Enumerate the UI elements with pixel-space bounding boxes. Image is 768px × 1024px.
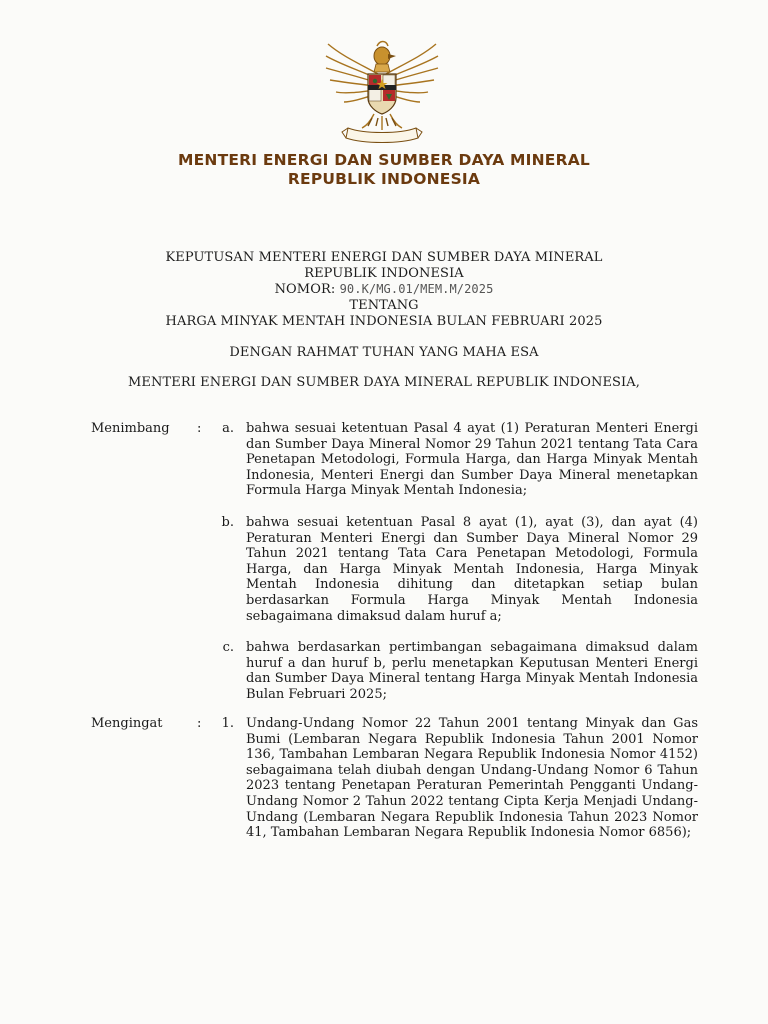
menimbang-item-c: bahwa berdasarkan pertimbangan sebagaimana dimaksud dalam huruf a dan huruf b, perlu menetapkan Keputusan Menteri Energi dan Sumber Daya Mineral tentang Harga Minyak Mentah Indonesia Bulan Februari 2025; — [246, 640, 698, 702]
mengingat-item-1: Undang-Undang Nomor 22 Tahun 2001 tentang Minyak dan Gas Bumi (Lembaran Negara Republik Indonesia Tahun 2001 Nomor 136, Tambahan Lembaran Negara Republik Indonesia Nomor 4152) sebagaimana telah diubah dengan Undang-Undang Nomor 6 Tahun 2023 tentang Penetapan Peraturan Pemerintah Pengganti Undang-Undang Nomor 2 Tahun 2022 tentang Cipta Kerja Menjadi Undang-Undang (Lembaran Negara Republik Indonesia Tahun 2023 Nomor 41, Tambahan Lembaran Negara Republik Indonesia Nomor 6856); — [246, 716, 698, 841]
menimbang-marker-a: a. — [222, 421, 234, 436]
decree-country: REPUBLIK INDONESIA — [304, 266, 464, 281]
menimbang-colon: : — [197, 421, 202, 436]
mengingat-label: Mengingat — [91, 716, 163, 731]
decree-tentang: TENTANG — [349, 298, 419, 313]
menimbang-item-b: bahwa sesuai ketentuan Pasal 8 ayat (1), ayat (3), dan ayat (4) Peraturan Menteri Energi dan Sumber Daya Mineral Nomor 29 Tahun 2021 tentang Tata Cara Penetapan Metodologi, Formula Harga, dan Harga Minyak Mentah Indonesia, Harga Minyak Mentah Indonesia dihitung dan ditetapkan setiap bulan berdasarkan Formula Harga Minyak Mentah Indonesia sebagaimana dimaksud dalam huruf a; — [246, 515, 698, 624]
invocation: DENGAN RAHMAT TUHAN YANG MAHA ESA — [229, 345, 539, 360]
mengingat-marker-1: 1. — [221, 716, 234, 731]
decree-number-label: NOMOR: — [274, 282, 336, 297]
decree-subject: HARGA MINYAK MENTAH INDONESIA BULAN FEBRUARI 2025 — [165, 314, 603, 329]
menimbang-item-a: bahwa sesuai ketentuan Pasal 4 ayat (1) Peraturan Menteri Energi dan Sumber Daya Mineral Nomor 29 Tahun 2021 tentang Tata Cara Penetapan Metodologi, Formula Harga, dan Harga Minyak Mentah Indonesia, Menteri Energi dan Sumber Daya Mineral menetapkan Formula Harga Minyak Mentah Indonesia; — [246, 421, 698, 499]
ministry-country: REPUBLIK INDONESIA — [287, 170, 481, 188]
menimbang-marker-b: b. — [221, 515, 234, 530]
ministry-title: MENTERI ENERGI DAN SUMBER DAYA MINERAL — [177, 151, 591, 169]
menimbang-label: Menimbang — [91, 421, 170, 436]
decree-title: KEPUTUSAN MENTERI ENERGI DAN SUMBER DAYA MINERAL — [165, 250, 603, 265]
mengingat-colon: : — [197, 716, 202, 731]
garuda-emblem-icon — [320, 34, 444, 146]
decree-number-value: 90.K/MG.01/MEM.M/2025 — [339, 282, 494, 296]
decree-number — [0, 282, 768, 297]
menimbang-marker-c: c. — [222, 640, 234, 655]
authority-line: MENTERI ENERGI DAN SUMBER DAYA MINERAL REPUBLIK INDONESIA, — [127, 375, 640, 390]
